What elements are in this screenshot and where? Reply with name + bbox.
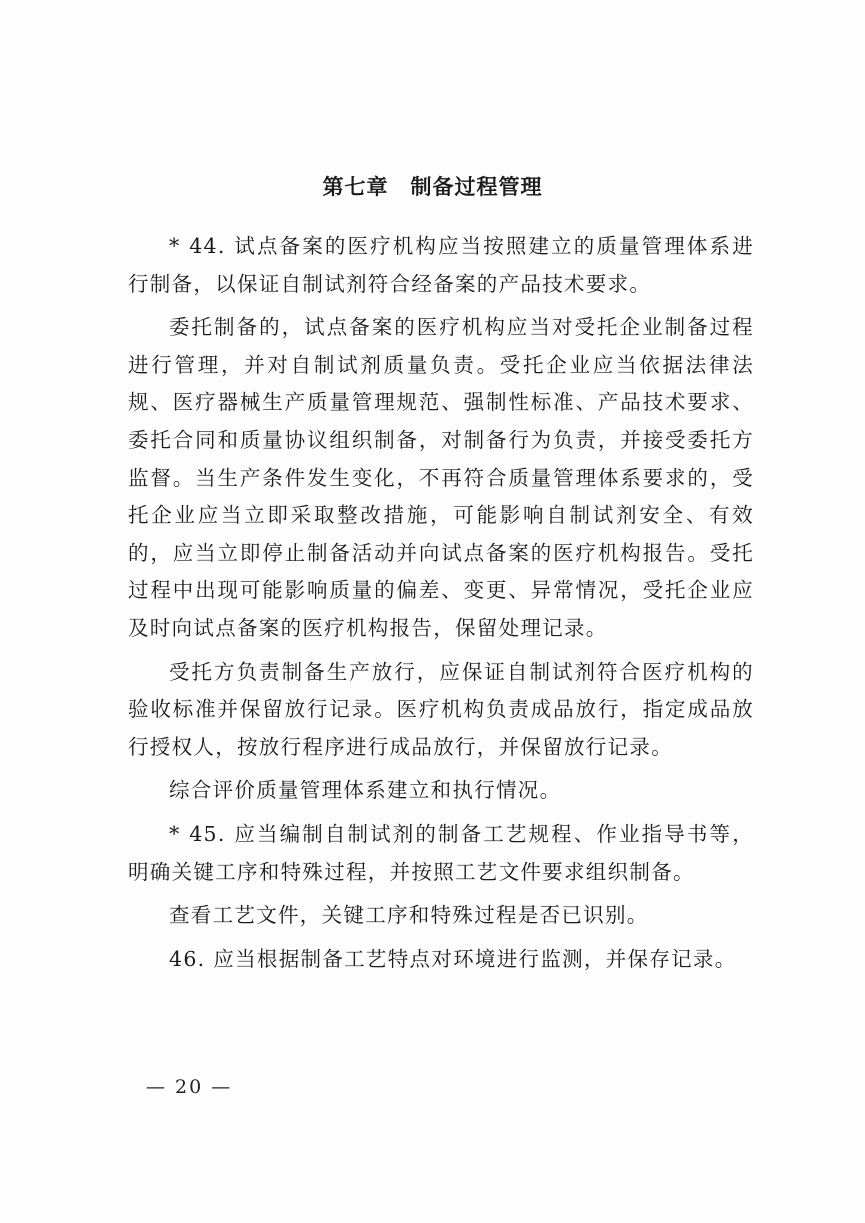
paragraph-item-44: * 44. 试点备案的医疗机构应当按照建立的质量管理体系进行制备，以保证自制试剂符合经备案的产品技术要求。	[128, 234, 754, 296]
paragraph-item-45: * 45. 应当编制自制试剂的制备工艺规程、作业指导书等，明确关键工序和特殊过程，并按照工艺文件要求组织制备。	[128, 821, 754, 884]
page-number: — 20 —	[146, 1076, 233, 1098]
paragraph-check-process: 查看工艺文件，关键工序和特殊过程是否已识别。	[169, 903, 649, 928]
paragraph-entrusted-preparation: 委托制备的，试点备案的医疗机构应当对受托企业制备过程进行管理，并对自制试剂质量负责。受托企业应当依据法律法规、医疗器械生产质量管理规范、强制性标准、产品技术要求、委托合同和质量协议组织制备，对制备行为负责，并接受委托方监督。当生产条件发生变化，不再符合质量管理体系要求的，受托企业应当立即采取整改措施，可能影响自制试剂安全、有效的，应当立即停止制备活动并向试点备案的医疗机构报告。受托过程中出现可能影响质量的偏差、变更、异常情况，受托企业应及时向试点备案的医疗机构报告，保留处理记录。	[128, 315, 754, 640]
chapter-label: 第七章	[322, 175, 389, 199]
document-body	[128, 228, 754, 984]
paragraph-release: 受托方负责制备生产放行，应保证自制试剂符合医疗机构的验收标准并保留放行记录。医疗机构负责成品放行，指定成品放行授权人，按放行程序进行成品放行，并保留放行记录。	[128, 659, 754, 759]
chapter-heading	[0, 171, 865, 201]
paragraph-item-46: 46. 应当根据制备工艺特点对环境进行监测，并保存记录。	[169, 946, 737, 971]
paragraph-evaluation: 综合评价质量管理体系建立和执行情况。	[169, 778, 562, 803]
chapter-title: 制备过程管理	[410, 175, 543, 199]
